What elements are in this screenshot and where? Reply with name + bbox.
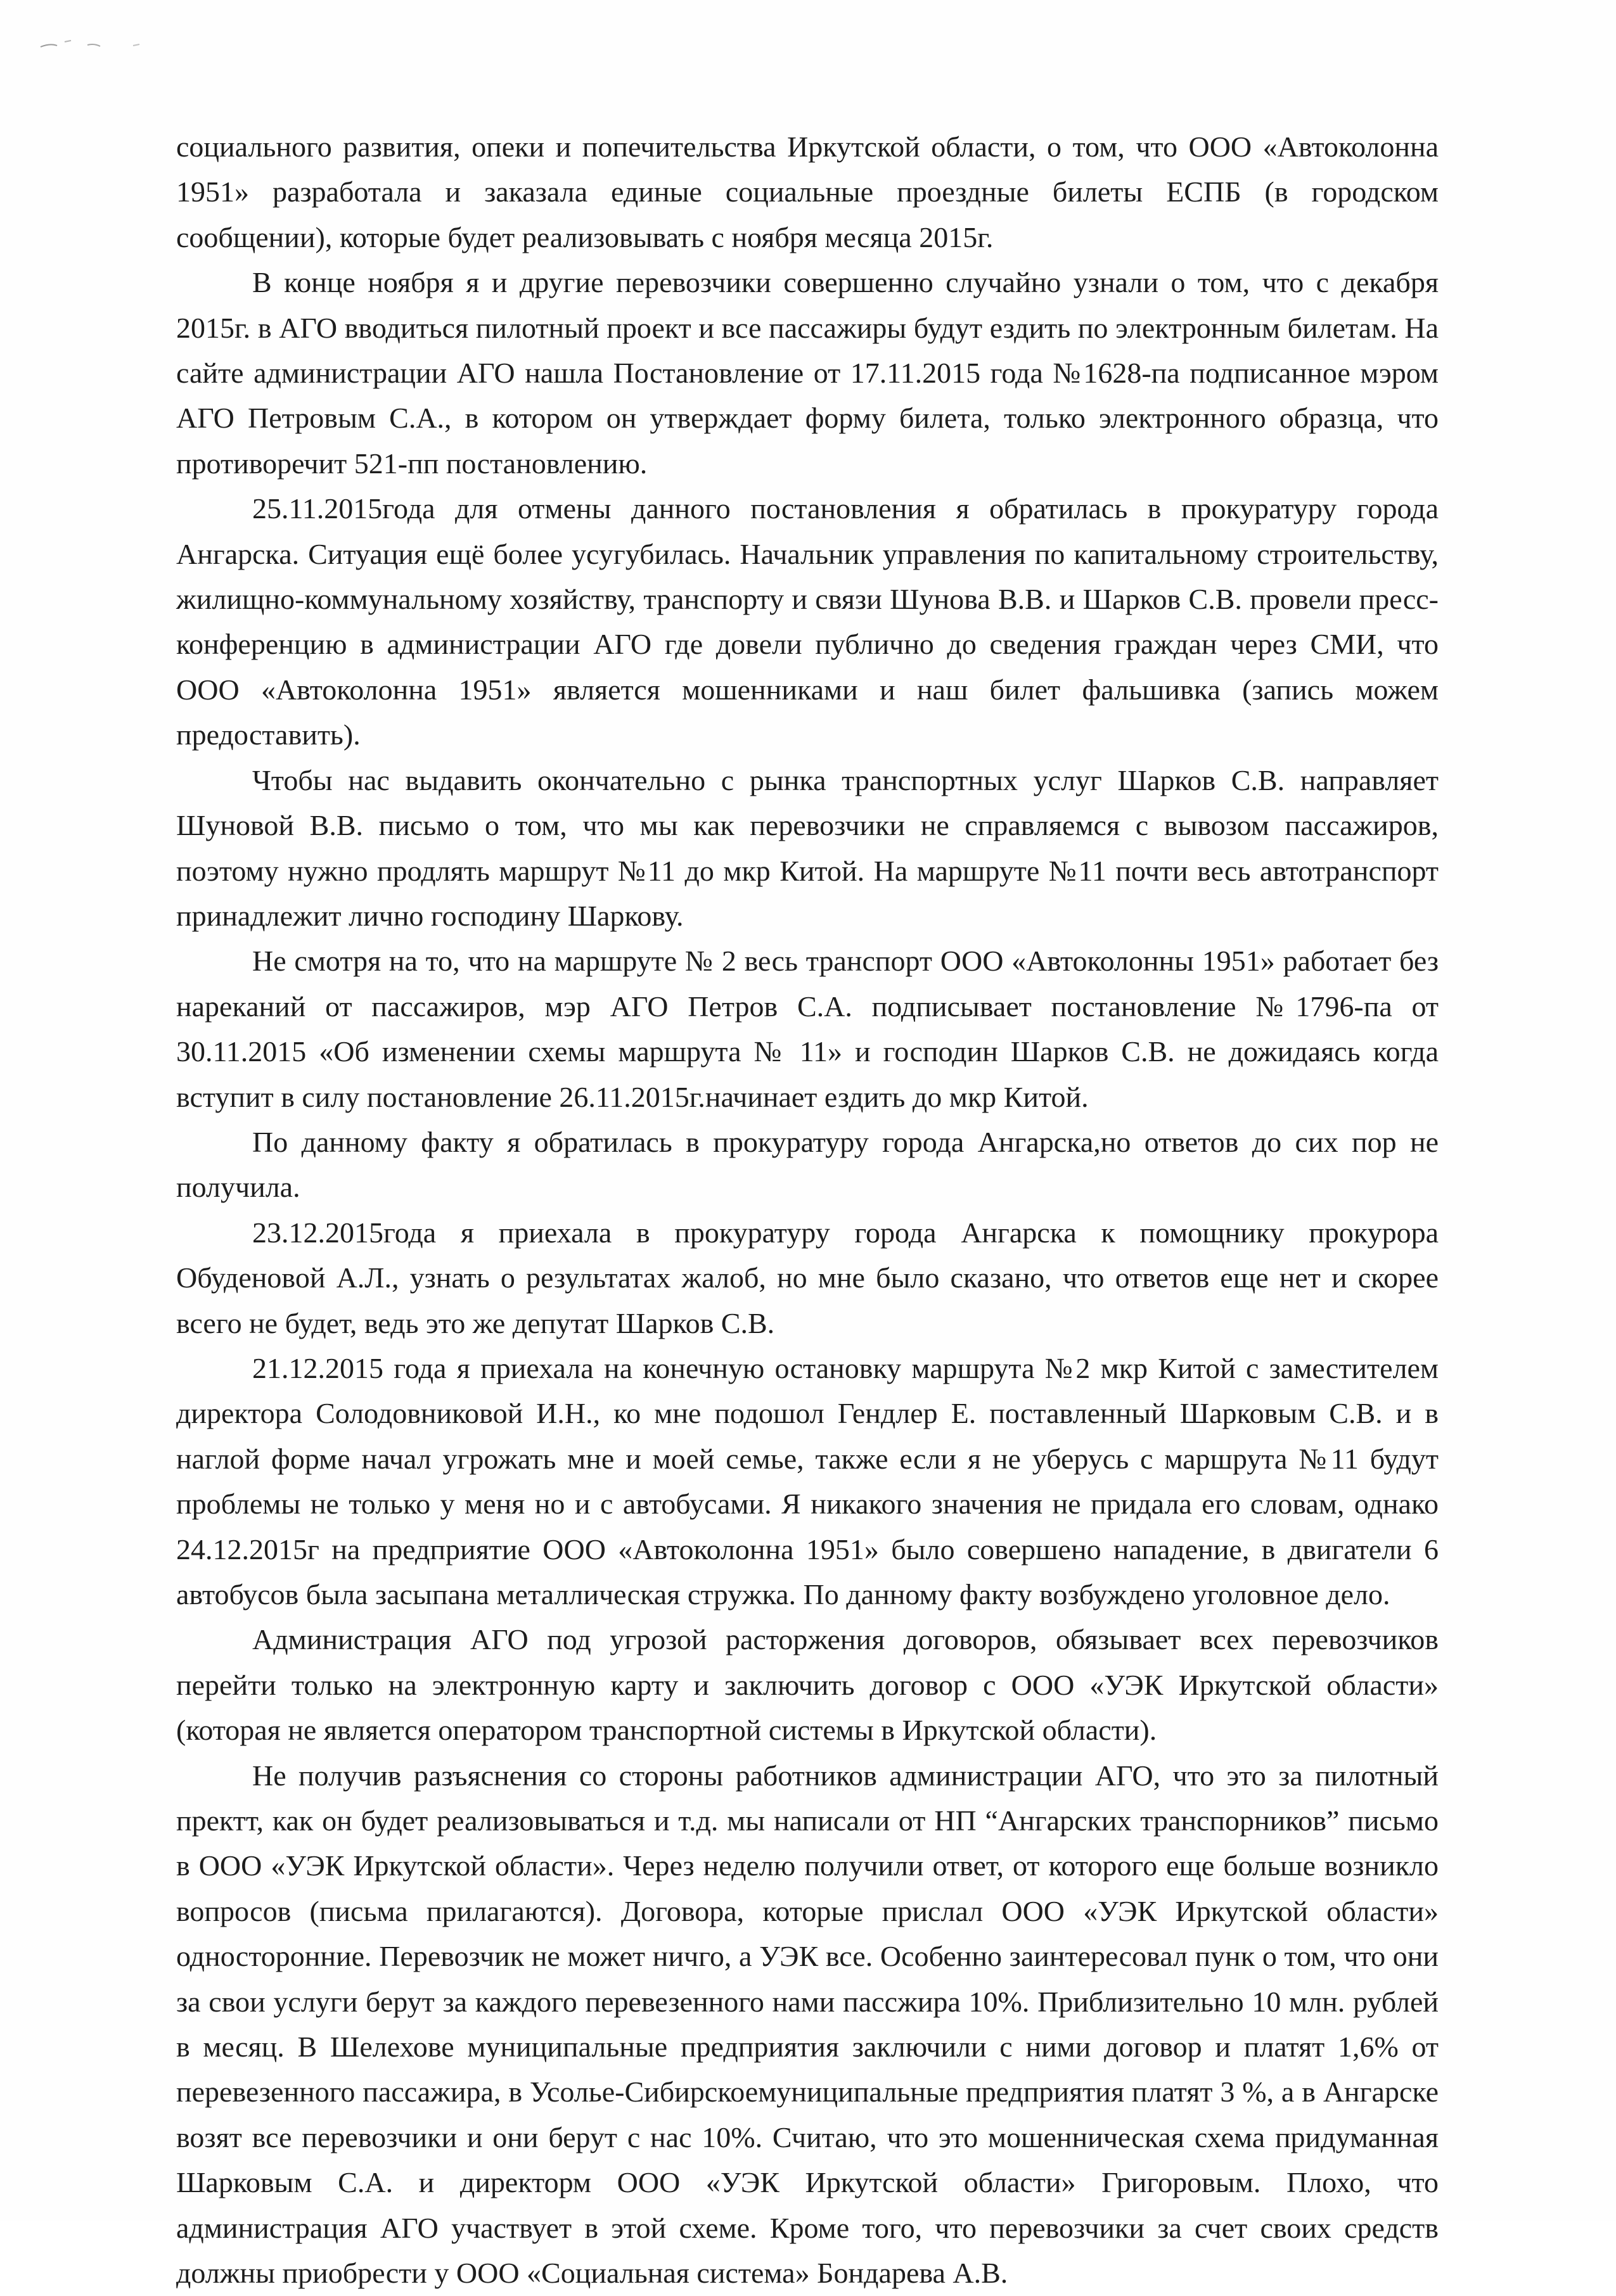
paragraph-8: 21.12.2015 года я приехала на конечную остановку маршрута №2 мкр Китой с заместителем директора Солодовниковой И.Н., ко мне подошол Гендлер Е. поставленный Шарковым С.В. и в наглой форме начал угрожать мне и моей семье, также если я не уберусь с маршрута №11 будут проблемы не только у меня но и с автобусами. Я никакого значения не придала его словам, однако 24.12.2015г на предприятие ООО «Автоколонна 1951» было совершено нападение, в двигатели 6 автобусов была засыпана металлическая стружка. По данному факту возбуждено уголовное дело. — [176, 1351, 1439, 1610]
paragraph-4: Чтобы нас выдавить окончательно с рынка транспортных услуг Шарков С.В. направляет Шуновой В.В. письмо о том, что мы как перевозчики не справляемся с вывозом пассажиров, поэтому нужно продлять маршрут №11 до мкр Китой. На маршруте №11 почти весь автотранспорт принадлежит лично господину Шаркову. — [176, 763, 1439, 932]
paragraph-6: По данному факту я обратилась в прокуратуру города Ангарска,но ответов до сих пор не получила. — [176, 1125, 1439, 1204]
paragraph-7: 23.12.2015года я приехала в прокуратуру города Ангарска к помощнику прокурора Обуденовой А.Л., узнать о результатах жалоб, но мне было сказано, что ответов еще нет и скорее всего не будет, ведь это же депутат Шарков С.В. — [176, 1216, 1439, 1339]
paragraph-9: Администрация АГО под угрозой расторжения договоров, обязывает всех перевозчиков перейти только на электронную карту и заключить договор с ООО «УЭК Иркутской области» (которая не является оператором транспортной системы в Иркутской области). — [176, 1623, 1439, 1747]
document-body — [176, 124, 1439, 2296]
paragraph-2: В конце ноября я и другие перевозчики совершенно случайно узнали о том, что с декабря 2015г. в АГО вводиться пилотный проект и все пассажиры будут ездить по электронным билетам. На сайте администрации АГО нашла Постановление от 17.11.2015 года №1628-па подписанное мэром АГО Петровым С.А., в котором он утверждает форму билета, только электронного образца, что противоречит 521-пп постановлению. — [176, 266, 1439, 480]
paragraph-1: социального развития, опеки и попечительства Иркутской области, о том, что ООО «Автоколонна 1951» разработала и заказала единые социальные проездные билеты ЕСПБ (в городском сообщении), которые будет реализовывать с ноября месяца 2015г. — [176, 131, 1439, 253]
paragraph-5: Не смотря на то, что на маршруте № 2 весь транспорт ООО «Автоколонны 1951» работает без нареканий от пассажиров, мэр АГО Петров С.А. подписывает постановление №1796-па от 30.11.2015 «Об изменении схемы маршрута № 11» и господин Шарков С.В. не дожидаясь когда вступит в силу постановление 26.11.2015г.начинает ездить до мкр Китой. — [176, 945, 1439, 1113]
paragraph-3: 25.11.2015года для отмены данного постановления я обратилась в прокуратуру города Ангарска. Ситуация ещё более усугубилась. Начальник управления по капитальному строительству, жилищно-коммунальному хозяйству, транспорту и связи Шунова В.В. и Шарков С.В. провели пресс-конференцию в администрации АГО где довели публично до сведения граждан через СМИ, что ООО «Автоколонна 1951» является мошенниками и наш билет фальшивка (запись можем предоставить). — [176, 492, 1439, 751]
scan-artifact-mark — [38, 33, 158, 58]
paragraph-10: Не получив разъяснения со стороны работников администрации АГО, что это за пилотный пректт, как он будет реализовываться и т.д. мы написали от НП “Ангарских транспорников” письмо в ООО «УЭК Иркутской области». Через неделю получили ответ, от которого еще больше возникло вопросов (письма прилагаются). Договора, которые прислал ООО «УЭК Иркутской области» односторонние. Перевозчик не может ничго, а УЭК все. Особенно заинтересовал пунк о том, что они за свои услуги берут за каждого перевезенного нами пассжира 10%. Приблизительно 10 млн. рублей в месяц. В Шелехове муниципальные предприятия заключили с ними договор и платят 1,6% от перевезенного пассажира, в Усолье-Сибирскоемуниципальные предприятия платят 3 %, а в Ангарске возят все перевозчики и они берут с нас 10%. Считаю, что это мошенническая схема придуманная Шарковым С.А. и директорм ООО «УЭК Иркутской области» Григоровым. Плохо, что администрация АГО участвует в этой схеме. Кроме того, что перевозчики за счет своих средств должны приобрести у ООО «Социальная система» Бондарева А.В. — [176, 1759, 1439, 2290]
